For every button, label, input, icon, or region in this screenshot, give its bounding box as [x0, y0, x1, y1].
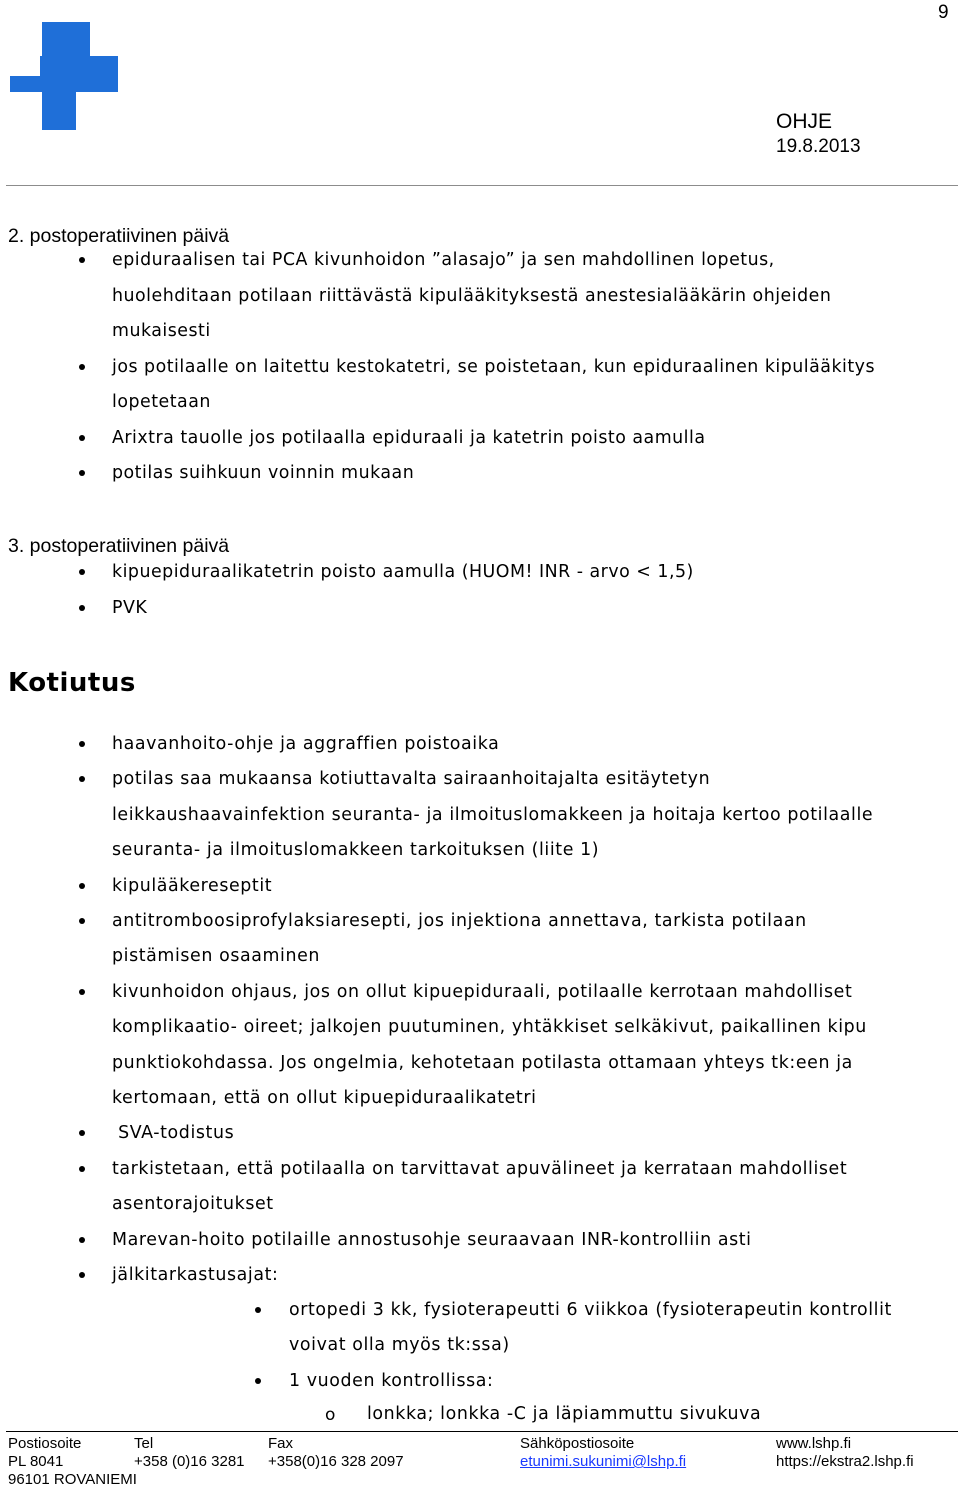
footer-web-link[interactable]: www.lshp.fi [776, 1435, 852, 1452]
footer-postal-line2: 96101 ROVANIEMI [8, 1471, 137, 1488]
list-item: jos potilaalle on laitettu kestokatetri, se poistetaan, kun epiduraalinen kipulääkitys [112, 350, 875, 386]
list-item: 1 vuoden kontrollissa: [289, 1364, 892, 1399]
day3-list [112, 555, 694, 626]
footer-extranet-link[interactable]: https://ekstra2.lshp.fi [776, 1453, 914, 1470]
section-heading-day3: 3. postoperatiivinen päivä [8, 535, 230, 557]
footer-email-label: Sähköpostiosoite [520, 1435, 635, 1452]
day2-list [112, 243, 875, 492]
footer-postal-label: Postiosoite [8, 1435, 82, 1452]
hospital-cross-logo [6, 18, 118, 130]
footer-email-link[interactable]: etunimi.sukunimi@lshp.fi [520, 1453, 687, 1470]
list-item: Arixtra tauolle jos potilaalla epiduraali ja katetrin poisto aamulla [112, 421, 875, 457]
list-item: potilas suihkuun voinnin mukaan [112, 456, 875, 492]
list-item-continuation: asentorajoitukset [112, 1194, 274, 1215]
footer-tel-value: +358 (0)16 3281 [134, 1453, 245, 1470]
followup-list [289, 1293, 892, 1399]
sub-bullet-marker: o [325, 1405, 336, 1425]
header-divider [6, 185, 958, 186]
list-item: SVA-todistus [112, 1116, 873, 1151]
list-item: jälkitarkastusajat: [112, 1258, 873, 1293]
list-item-continuation: lopetetaan [112, 392, 211, 412]
footer-tel-label: Tel [134, 1435, 154, 1452]
section-heading-discharge: Kotiutus [8, 668, 136, 698]
footer-divider [6, 1431, 958, 1432]
list-item-continuation: seuranta- ja ilmoituslomakkeen tarkoituksen (liite 1) [112, 840, 600, 861]
list-item: Marevan-hoito potilaille annostusohje seuraavaan INR-kontrolliin asti [112, 1223, 873, 1258]
sub-list-item: lonkka; lonkka -C ja läpiammuttu sivukuva [367, 1404, 762, 1424]
list-item: kipuepiduraalikatetrin poisto aamulla (HUOM! INR - arvo < 1,5) [112, 555, 694, 591]
list-item-continuation: kertomaan, että on ollut kipuepiduraalikatetri [112, 1088, 537, 1109]
list-item: epiduraalisen tai PCA kivunhoidon ”alasajo” ja sen mahdollinen lopetus, [112, 243, 875, 279]
list-item-continuation: voivat olla myös tk:ssa) [289, 1335, 510, 1356]
footer-fax-label: Fax [268, 1435, 294, 1452]
document-type: OHJE [776, 110, 833, 133]
list-item: ortopedi 3 kk, fysioterapeutti 6 viikkoa (fysioterapeutin kontrollit [289, 1293, 892, 1328]
footer-postal-line1: PL 8041 [8, 1453, 64, 1470]
document-date: 19.8.2013 [776, 136, 861, 157]
list-item: antitromboosiprofylaksiaresepti, jos injektiona annettava, tarkista potilaan [112, 904, 873, 939]
list-item: kivunhoidon ohjaus, jos on ollut kipuepiduraali, potilaalle kerrotaan mahdolliset [112, 975, 873, 1010]
list-item: kipulääkereseptit [112, 869, 873, 904]
list-item: haavanhoito-ohje ja aggraffien poistoaika [112, 727, 873, 762]
list-item-continuation: punktiokohdassa. Jos ongelmia, kehotetaan potilasta ottamaan yhteys tk:een ja [112, 1052, 853, 1073]
list-item-continuation: mukaisesti [112, 321, 211, 341]
list-item-continuation: komplikaatio- oireet; jalkojen puutuminen, yhtäkkiset selkäkivut, paikallinen kipu [112, 1017, 867, 1038]
page-number: 9 [938, 2, 949, 23]
list-item-continuation: huolehditaan potilaan riittävästä kipulääkityksestä anestesialääkärin ohjeiden [112, 285, 832, 306]
footer-fax-value: +358(0)16 328 2097 [268, 1453, 404, 1470]
discharge-list [112, 727, 873, 1294]
list-item: tarkistetaan, että potilaalla on tarvittavat apuvälineet ja kerrataan mahdolliset [112, 1152, 873, 1187]
list-item: potilas saa mukaansa kotiuttavalta sairaanhoitajalta esitäytetyn [112, 762, 873, 797]
list-item: PVK [112, 591, 694, 627]
list-item-continuation: leikkaushaavainfektion seuranta- ja ilmoituslomakkeen ja hoitaja kertoo potilaalle [112, 804, 874, 825]
section-heading-day2: 2. postoperatiivinen päivä [8, 225, 230, 247]
list-item-continuation: pistämisen osaaminen [112, 946, 321, 967]
